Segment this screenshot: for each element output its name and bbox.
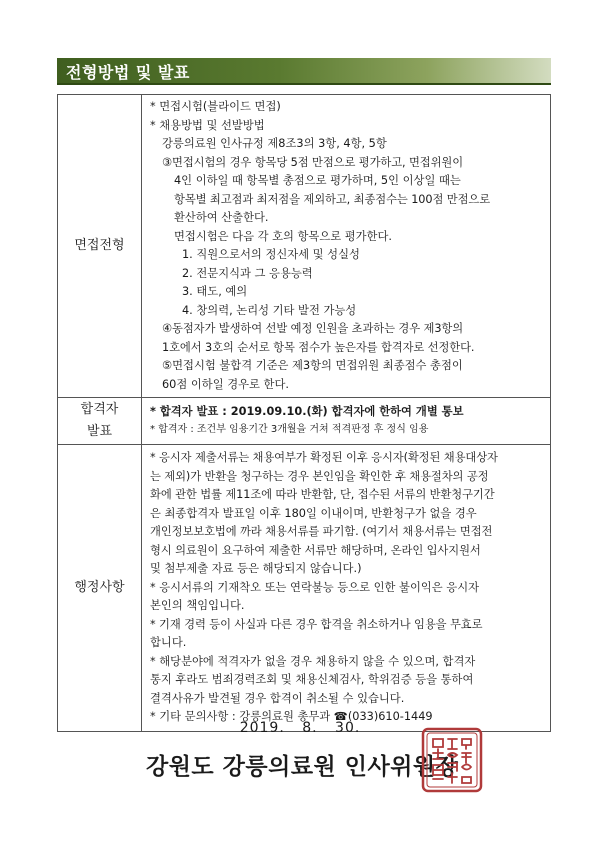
interview-line: 1호에서 3호의 순서로 항목 점수가 높은자를 합격자로 선정한다. (162, 340, 475, 354)
result-label-line2: 발표 (86, 424, 113, 439)
date-day: 30. (335, 720, 361, 736)
result-announce: * 합격자 발표 : 2019.09.10.(화) 합격자에 한하여 개별 통보 (150, 404, 464, 418)
document-date (0, 720, 600, 736)
result-content (142, 398, 551, 445)
committee-signature: 강원도 강릉의료원 인사위원장 (146, 754, 459, 780)
result-note: * 합격자 : 조건부 임용기간 3개월을 거쳐 적격판정 후 정식 임용 (150, 424, 429, 435)
interview-line: ⑤면접시험 불합격 기준은 제3항의 면접위원 최종점수 총점이 (162, 359, 463, 372)
interview-line: 2. 전문지식과 그 응용능력 (182, 266, 313, 280)
interview-content (142, 95, 551, 398)
admin-line: 은 최종합격자 발표일 이후 180일 이내이며, 반환청구가 없을 경우 (150, 506, 477, 520)
interview-line: 4인 이하일 때 항목별 총점으로 평가하며, 5인 이상일 때는 (174, 174, 461, 187)
admin-line: 및 첨부제출 자료 등은 해당되지 않습니다.) (150, 562, 362, 576)
section-header (57, 58, 551, 85)
interview-line: 항목별 최고점과 최저점을 제외하고, 최종점수는 100점 만점으로 (174, 192, 491, 206)
admin-line: 화에 관한 법률 제11조에 따라 반환함, 단, 접수된 서류의 반환청구기간 (150, 488, 495, 502)
admin-label: 행정사항 (58, 445, 142, 732)
interview-line: 환산하여 산출한다. (174, 211, 269, 224)
interview-line: 강릉의료원 인사규정 제8조3의 3항, 4항, 5항 (162, 137, 387, 150)
admin-line: 결격사유가 발견될 경우 합격이 취소될 수 있습니다. (150, 691, 405, 705)
interview-line: * 면접시험(블라이드 면접) (150, 100, 281, 113)
admin-line: 합니다. (150, 636, 187, 650)
interview-line: 면접시험은 다음 각 호의 항목으로 평가한다. (174, 229, 392, 243)
admin-line: * 기재 경력 등이 사실과 다른 경우 합격을 취소하거나 임용을 무효로 (150, 617, 483, 631)
interview-row (58, 95, 551, 398)
admin-line: 본인의 책임입니다. (150, 599, 245, 613)
official-seal-icon (421, 727, 483, 793)
interview-line: * 채용방법 및 선발방법 (150, 118, 265, 132)
admin-line: 는 제외)가 반환을 청구하는 경우 본인임을 확인한 후 채용절차의 공정 (150, 469, 489, 483)
interview-label: 면접전형 (58, 95, 142, 398)
result-label-line1: 합격자 (80, 402, 119, 417)
admin-line: 형시 의료원이 요구하여 제출한 서류만 해당하며, 온라인 입사지원서 (150, 543, 481, 557)
interview-line: 3. 태도, 예의 (182, 285, 248, 298)
admin-line: * 해당분야에 적격자가 없을 경우 채용하지 않을 수 있으며, 합격자 (150, 654, 476, 668)
admin-row (58, 445, 551, 732)
interview-line: 4. 창의력, 논리성 기타 발전 가능성 (182, 303, 357, 317)
date-month: 8. (302, 720, 318, 736)
section-title: 전형방법 및 발표 (66, 63, 190, 82)
admin-line: * 기타 문의사항 : 강릉의료원 총무과 ☎(033)610-1449 (150, 710, 433, 724)
admin-line: 통지 후라도 범죄경력조회 및 채용신체검사, 학위검증 등을 통하여 (150, 673, 474, 687)
admin-line: * 응시자 제출서류는 채용여부가 확정된 이후 응시자(확정된 채용대상자 (150, 451, 498, 465)
interview-line: ④동점자가 발생하여 선발 예정 인원을 초과하는 경우 제3항의 (162, 322, 464, 335)
recruitment-table (57, 94, 551, 732)
date-year: 2019. (239, 720, 285, 736)
interview-line: ③면접시험의 경우 항목당 5점 만점으로 평가하고, 면접위원이 (162, 155, 464, 169)
interview-line: 1. 직원으로서의 정신자세 및 성실성 (182, 248, 360, 261)
admin-line: 개인정보보호법에 까라 채용서류를 파기함. (여기서 채용서류는 면접전 (150, 525, 493, 539)
admin-content (142, 445, 551, 732)
interview-line: 60점 이하일 경우로 한다. (162, 377, 289, 391)
result-label (58, 398, 142, 445)
result-row (58, 398, 551, 445)
admin-line: * 응시서류의 기재착오 또는 연락불능 등으로 인한 불이익은 응시자 (150, 580, 480, 594)
